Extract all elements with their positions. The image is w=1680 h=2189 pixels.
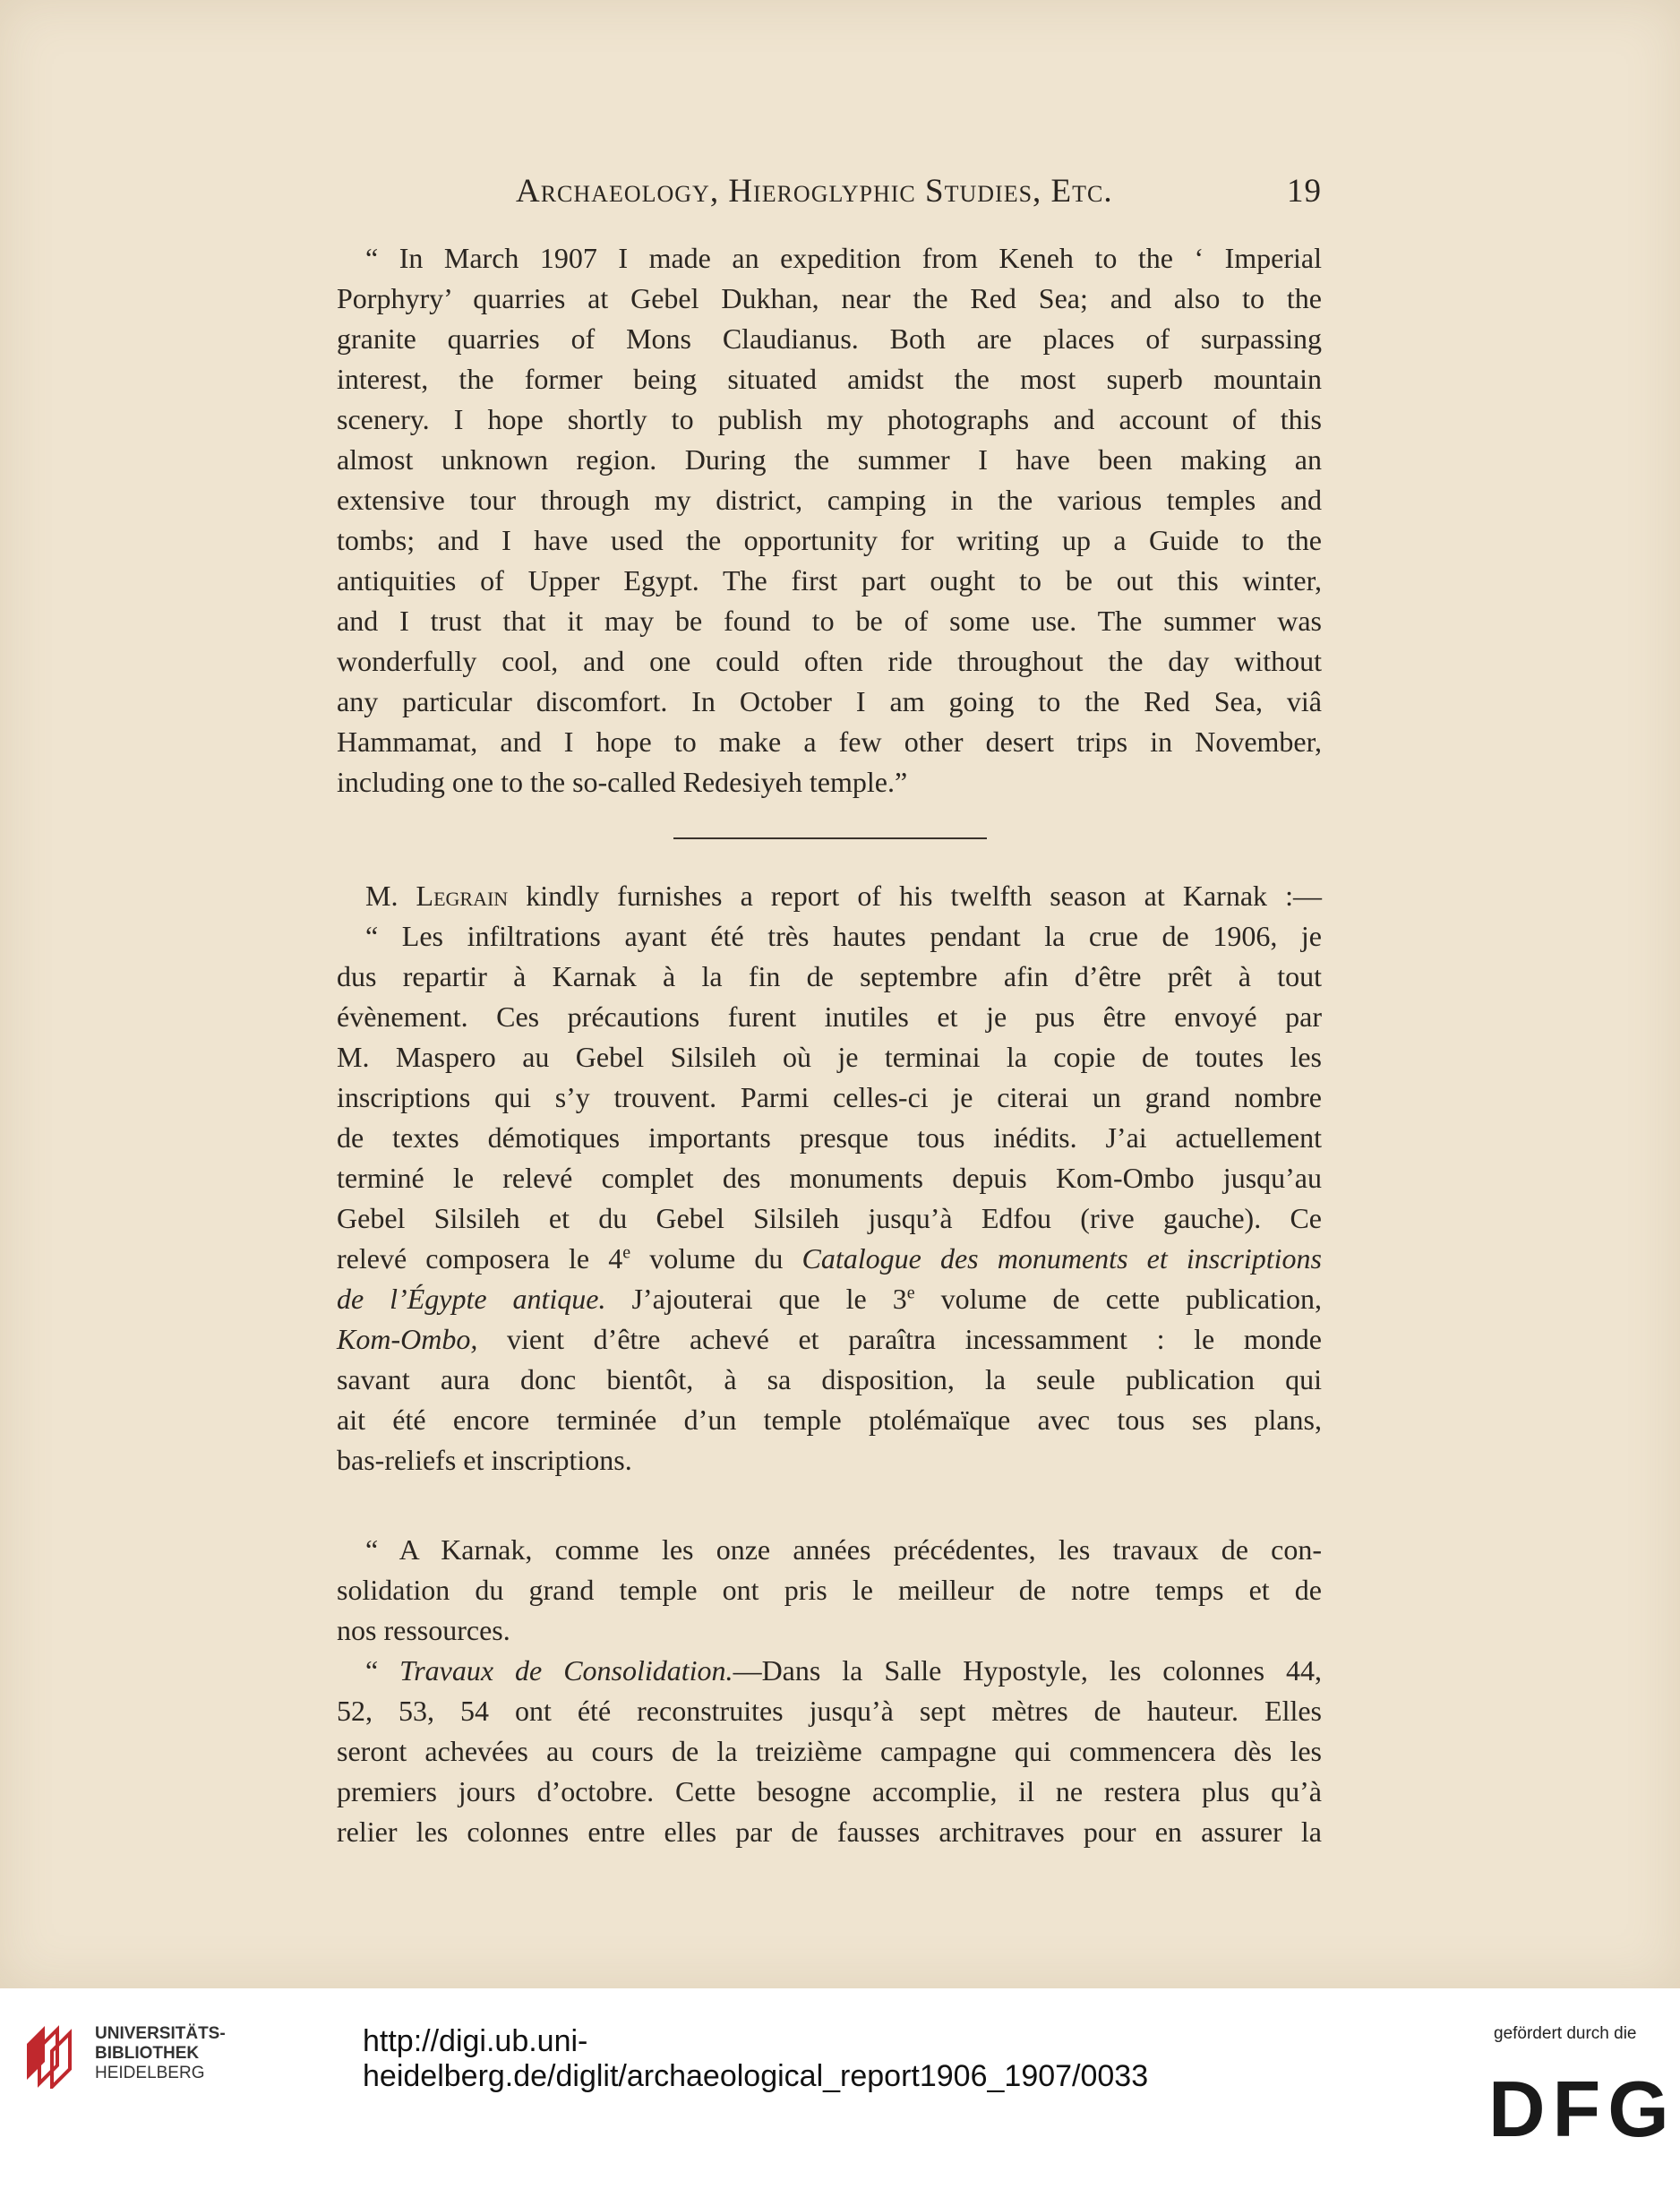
text-line: de textes démotiques importants presque tous inédits. J’ai actuellement [337,1121,1322,1154]
text-line: M. Maspero au Gebel Silsileh où je terminai la copie de toutes les [337,1041,1322,1073]
italic-heading: Travaux de Consolidation. [399,1654,733,1687]
sponsor-label: gefördert durch die [1494,2024,1637,2043]
text-line: “ In March 1907 I made an expedition from Keneh to the ‘ Imperial [365,242,1322,274]
dfg-logo: DFG [1488,2065,1676,2153]
text-line: “ A Karnak, comme les onze années précédentes, les travaux de con- [365,1533,1322,1566]
text-line: bas-reliefs et inscriptions. [337,1444,632,1476]
text-line: scenery. I hope shortly to publish my photographs and account of this [337,403,1322,435]
text-line: including one to the so-called Redesiyeh temple.” [337,766,908,798]
text-line [337,1319,1322,1360]
intro-line [337,876,1322,916]
paragraph-legrain-report [337,876,1322,1481]
text-line: antiquities of Upper Egypt. The first part ought to be out this winter, [337,564,1322,597]
text-run: —Dans la Salle Hypostyle, les colonnes 44, [733,1654,1323,1687]
text-run: “ [365,1654,400,1687]
text-line [337,1279,1322,1319]
italic-title: Kom-Ombo, [337,1323,478,1355]
text-line: relier les colonnes entre elles par de fausses architraves pour en assurer la [337,1816,1322,1848]
text-line: Hammamat, and I hope to make a few other desert trips in November, [337,725,1322,758]
text-line: interest, the former being situated amidst the most superb mountain [337,363,1322,395]
text-line: tombs; and I have used the opportunity for writing up a Guide to the [337,524,1322,556]
text-run: J’ajouterai que le 3 [605,1283,907,1315]
text-line: “ Les infiltrations ayant été très hautes pendant la crue de 1906, je [365,920,1322,952]
text-line: terminé le relevé complet des monuments depuis Kom-Ombo jusqu’au [337,1162,1322,1194]
text-run: volume du [630,1242,802,1275]
text-line: savant aura donc bientôt, à sa disposition, la seule publication qui [337,1363,1322,1395]
text-line: dus repartir à Karnak à la fin de septembre afin d’être prêt à tout [337,960,1322,992]
paragraph-karnak [337,1530,1322,1651]
text-run: volume de cette publication, [914,1283,1323,1315]
library-name [95,2024,238,2083]
text-line: wonderfully cool, and one could often ride throughout the day without [337,645,1322,677]
library-name-line: BIBLIOTHEK [95,2044,200,2063]
permalink-url[interactable]: http://digi.ub.uni-heidelberg.de/diglit/archaeological_report1906_1907/0033 [363,2024,1149,2093]
text-line: premiers jours d’octobre. Cette besogne accomplie, il ne restera plus qu’à [337,1775,1322,1807]
running-head [337,172,1322,208]
italic-title: de l’Égypte antique. [337,1283,606,1315]
text-line: solidation du grand temple ont pris le meilleur de notre temps et de [337,1574,1322,1606]
text-line: évènement. Ces précautions furent inutiles et je pus être envoyé par [337,1000,1322,1033]
text-line: Porphyry’ quarries at Gebel Dukhan, near the Red Sea; and also to the [337,282,1322,314]
running-title: Archaeology, Hieroglyphic Studies, Etc. [516,173,1113,210]
text-line: any particular discomfort. In October I am going to the Red Sea, viâ [337,685,1322,717]
text-line: nos ressources. [337,1614,510,1646]
text-run: vient d’être achevé et paraîtra incessamment : le monde [477,1323,1322,1355]
library-name-line: UNIVERSITÄTS- [95,2024,226,2043]
italic-title: Catalogue des monuments et inscriptions [801,1242,1323,1275]
text-line: extensive tour through my district, camping in the various temples and [337,484,1322,516]
superscript: e [906,1283,915,1303]
library-name-line: HEIDELBERG [95,2064,205,2082]
paragraph-consolidation [337,1651,1322,1852]
page-number: 19 [1287,173,1322,210]
text-run: relevé composera le 4 [337,1242,623,1275]
text-line [337,1239,1322,1279]
intro-text: kindly furnishes a report of his twelfth season at Karnak :— [508,880,1323,912]
text-line [337,1651,1322,1691]
text-line: seront achevées au cours de la treizième campagne qui commencera dès les [337,1735,1322,1767]
text-line: and I trust that it may be found to be of some use. The summer was [337,605,1322,637]
digitization-footer [0,1988,1680,2189]
superscript: e [622,1242,631,1263]
university-library-logo-icon [20,2017,75,2089]
text-line: almost unknown region. During the summer I have been making an [337,443,1322,476]
text-line: inscriptions qui s’y trouvent. Parmi celles-ci je citerai un grand nombre [337,1081,1322,1113]
author-name: M. Legrain [365,880,509,912]
text-line: Gebel Silsileh et du Gebel Silsileh jusqu’à Edfou (rive gauche). Ce [337,1202,1322,1234]
text-line: ait été encore terminée d’un temple ptolémaïque avec tous ses plans, [337,1404,1322,1436]
text-line: granite quarries of Mons Claudianus. Both are places of surpassing [337,322,1322,355]
section-divider [673,837,987,839]
paragraph-english-quote [337,238,1322,803]
text-line: 52, 53, 54 ont été reconstruites jusqu’à sept mètres de hauteur. Elles [337,1695,1322,1727]
